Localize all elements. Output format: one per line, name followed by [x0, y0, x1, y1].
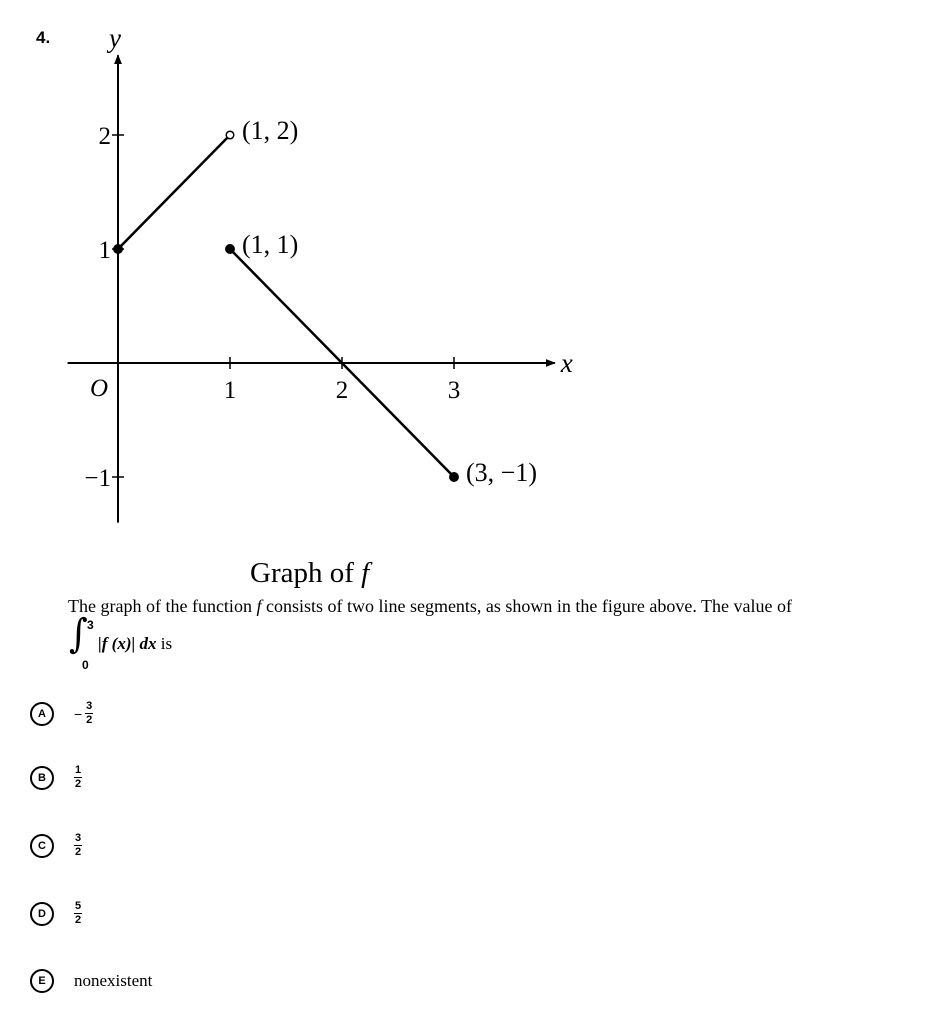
caption-prefix: Graph of [250, 557, 354, 589]
fraction-denominator: 2 [74, 914, 82, 926]
x-tick-label: 3 [447, 377, 461, 404]
point-annotation: (1, 2) [242, 116, 299, 145]
minus-sign: − [74, 705, 83, 722]
y-tick-label: −1 [84, 465, 111, 492]
fraction-numerator: 5 [74, 900, 82, 912]
choice-d[interactable] [30, 901, 82, 926]
fraction-numerator: 3 [74, 832, 82, 844]
point-annotation: (1, 1) [242, 230, 299, 259]
fraction [74, 765, 82, 790]
caption-fn: f [361, 557, 370, 589]
choice-value [74, 765, 82, 790]
integral-expression [68, 611, 268, 672]
choice-value [74, 701, 93, 726]
segment-1-line [118, 135, 230, 249]
choice-a[interactable] [30, 701, 93, 726]
fraction-denominator: 2 [86, 714, 93, 726]
fraction [85, 701, 93, 726]
closed-endpoint [450, 473, 458, 481]
integrand [98, 634, 172, 654]
fraction-numerator: 3 [86, 700, 93, 712]
choice-value [74, 901, 82, 926]
fraction-numerator: 1 [74, 764, 82, 776]
closed-endpoint [226, 245, 234, 253]
integrand-suffix: is [156, 634, 173, 653]
integral-lower-limit: 0 [82, 658, 89, 672]
integrand-math: |f (x)| dx [98, 634, 157, 653]
y-axis-label: y [109, 23, 121, 54]
choice-bubble[interactable]: C [30, 834, 54, 858]
choice-bubble[interactable]: D [30, 902, 54, 926]
fraction-denominator: 2 [74, 778, 82, 790]
choice-value [74, 833, 82, 858]
stem-fn: f [256, 596, 262, 616]
open-endpoint [226, 131, 234, 139]
x-axis-label: x [560, 348, 573, 378]
closed-endpoint [114, 245, 122, 253]
choice-e[interactable] [30, 969, 152, 993]
y-tick-label: 2 [98, 123, 111, 150]
stem-part2: consists of two line segments, as shown in the figure above. The value of [261, 596, 793, 616]
fraction [74, 901, 82, 926]
choice-bubble[interactable]: A [30, 702, 54, 726]
integral-upper-limit: 3 [87, 618, 94, 632]
graph-caption [250, 557, 369, 590]
choice-bubble[interactable]: E [30, 969, 54, 993]
choice-c[interactable] [30, 833, 82, 858]
y-tick-label: 1 [98, 237, 111, 264]
integral-sign-icon: ∫ [69, 611, 88, 657]
point-annotation: (3, −1) [466, 458, 537, 487]
fraction [74, 833, 82, 858]
x-tick-label: 2 [335, 377, 349, 404]
origin-label: O [90, 375, 109, 402]
stem-part1: The graph of the function [68, 596, 257, 616]
question-stem [68, 596, 792, 617]
x-tick-label: 1 [223, 377, 237, 404]
choice-text: nonexistent [74, 971, 153, 990]
choice-bubble[interactable]: B [30, 766, 54, 790]
question-number: 4. [36, 28, 51, 47]
choice-b[interactable] [30, 765, 82, 790]
fraction-denominator: 2 [74, 846, 82, 858]
